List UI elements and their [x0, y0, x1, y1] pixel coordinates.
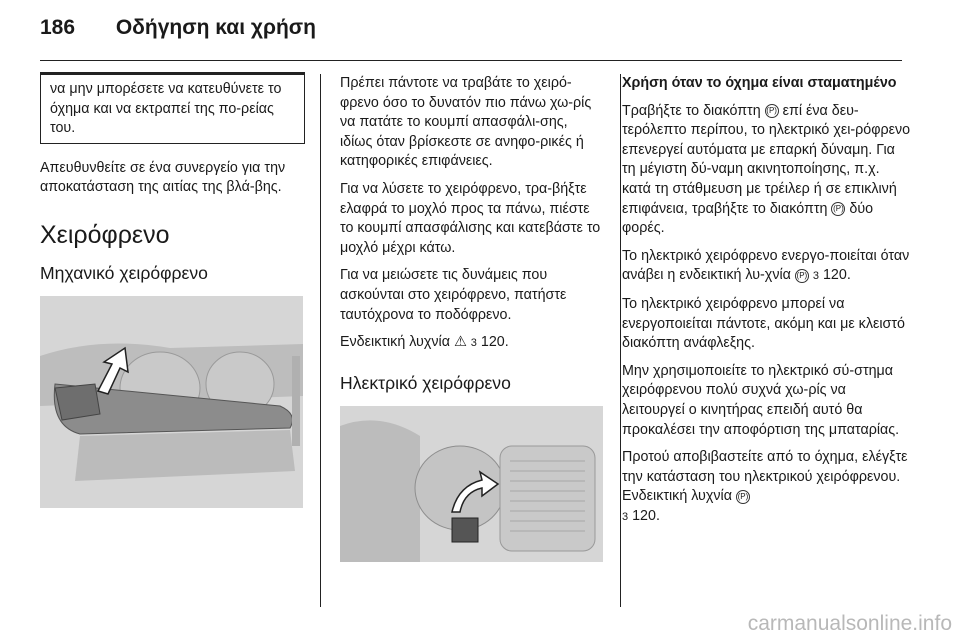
paragraph-text: δύο φορές.	[622, 200, 874, 237]
paragraph: Μην χρησιμοποιείτε το ηλεκτρικό σύ-στημα χειρόφρενου πολύ συχνά χω-ρίς να λειτουργεί ο κινητήρας επειδή αυτό θα προκαλέσει την αποφόρτιση της μπαταρίας.	[622, 362, 900, 438]
paragraph-text: Προτού αποβιβαστείτε από το όχημα, ελέγξτε την κατάσταση του ηλεκτρικού χειρόφρενου. Ενδεικτική λυχνία	[622, 449, 908, 505]
handbrake-illustration	[40, 296, 303, 508]
paragraph	[622, 247, 912, 287]
paragraph: Για να λύσετε το χειρόφρενο, τρα-βήξτε ελαφρά το μοχλό προς τα πάνω, πιέστε το κουμπί απασφάλισης και κατεβάστε το μοχλό μέχρι κάτω.	[340, 180, 601, 256]
bold-heading: Χρήση όταν το όχημα είναι σταματημένο	[622, 75, 897, 91]
warning-text: να μην μπορέσετε να κατευθύνετε το όχημα και να εκτραπεί της πο-ρείας του.	[50, 81, 282, 137]
warning-box	[40, 72, 305, 144]
paragraph-text: επί ένα δευ-τερόλεπτο περίπου, το ηλεκτρικό χει-ρόφρενο επενεργεί αυτόματα με επαρκή δύναμη. Για τη μέγιστη δύ-ναμη ακινητοποίησης, π.χ. κατά τη στάθμευση με τρέιλερ ή σε επικλινή επιφάνεια, τραβήξτε το διακόπτη	[622, 102, 911, 217]
page-header	[40, 16, 316, 40]
page-number: 186	[40, 16, 76, 39]
page-ref: 120.	[480, 334, 509, 351]
paragraph: Πρέπει πάντοτε να τραβάτε το χειρό-φρενο όσο το δυνατόν πιο πάνω χω-ρίς να πατάτε το κουμπί απασφάλι-σης, ιδίως όταν βρίσκεστε σε ανηφο-ρικές ή κατηφορικές επιφάνειες.	[340, 75, 592, 170]
parking-brake-icon: (P)	[736, 490, 750, 504]
section-title: Χειρόφρενο	[40, 220, 170, 249]
page-ref: 120.	[822, 267, 851, 284]
electric-brake-illustration	[340, 406, 603, 562]
warning-lamp-icon: ⚠	[453, 334, 467, 351]
column-1	[40, 74, 305, 508]
paragraph	[622, 448, 912, 527]
paragraph: Απευθυνθείτε σε ένα συνεργείο για την αποκατάσταση της αιτίας της βλά-βης.	[40, 159, 286, 196]
page-title: Οδήγηση και χρήση	[115, 16, 316, 39]
paragraph: Το ηλεκτρικό χειρόφρενο μπορεί να ενεργοποιείται πάντοτε, ακόμη και με κλειστό διακόπτη ανάφλεξης.	[622, 295, 905, 352]
column-2	[340, 74, 602, 562]
page-ref: 120.	[632, 507, 660, 524]
column-divider	[320, 74, 321, 607]
subsection-title: Ηλεκτρικό χειρόφρενο	[340, 372, 511, 393]
paragraph: Για να μειώσετε τις δυνάμεις που ασκούνται στο χειρόφρενο, πατήστε ταυτόχρονα το ποδόφρενο.	[340, 267, 567, 323]
watermark: carmanualsonline.info	[747, 612, 952, 635]
paragraph	[622, 102, 912, 239]
paragraph-text: Ενδεικτική λυχνία	[340, 334, 450, 351]
header-rule	[40, 60, 902, 61]
parking-brake-icon: (P)	[765, 104, 779, 118]
page-ref-icon: 3	[470, 337, 477, 350]
subsection-title: Μηχανικό χειρόφρενο	[40, 262, 208, 283]
column-3	[622, 74, 912, 535]
column-divider	[620, 74, 621, 607]
page-ref-icon: 3	[812, 270, 819, 283]
parking-brake-icon: (P)	[831, 202, 845, 216]
page-ref-icon: 3	[622, 510, 629, 523]
paragraph-text: Τραβήξτε το διακόπτη	[622, 102, 761, 119]
parking-brake-icon: (P)	[795, 269, 809, 283]
paragraph-text: Το ηλεκτρικό χειρόφρενο ενεργο-ποιείται όταν ανάβει η ενδεικτική λυ-χνία	[622, 247, 910, 284]
paragraph	[340, 333, 602, 354]
